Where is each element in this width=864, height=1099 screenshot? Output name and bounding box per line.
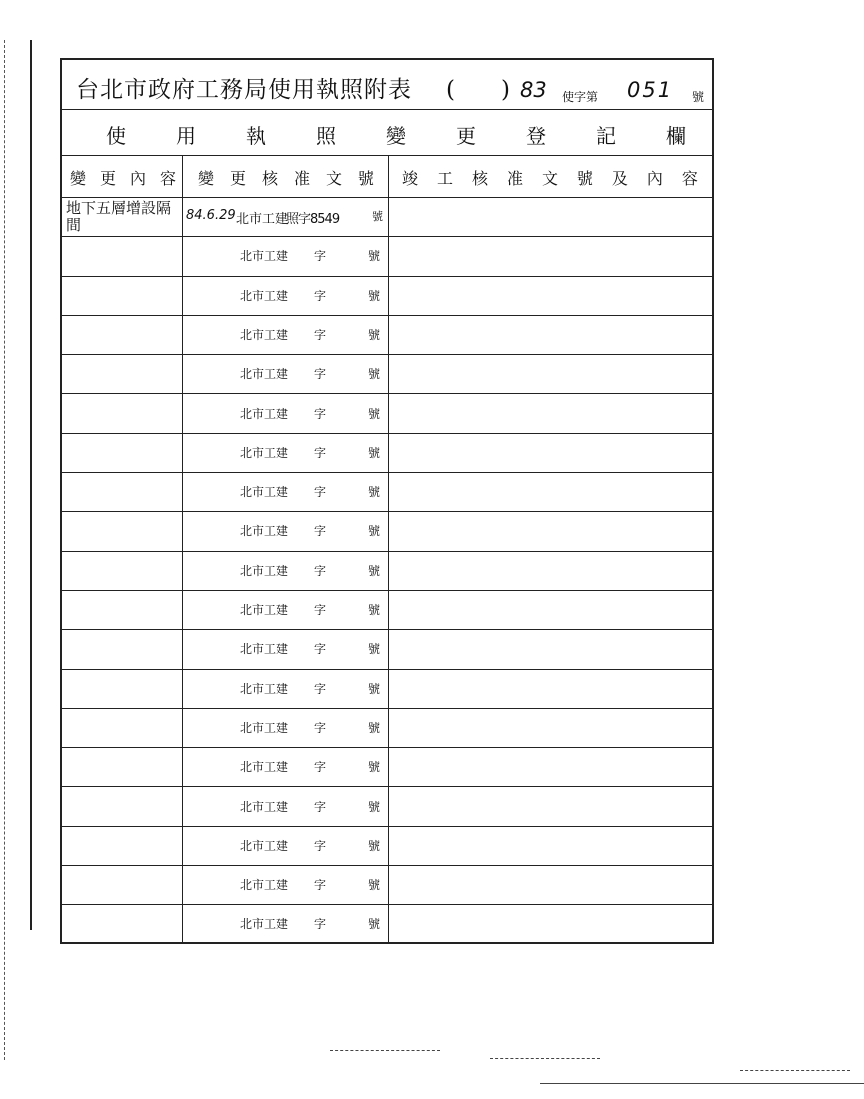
approval-zi: 字 [314, 838, 327, 853]
approval-prefix: 北市工建 [240, 445, 289, 460]
approval-prefix: 北市工建 [240, 288, 289, 303]
table-row [62, 630, 712, 669]
approval-zi: 字 [314, 406, 327, 421]
approval-hao: 號 [372, 210, 383, 223]
approval-prefix: 北市工建 [240, 485, 289, 500]
col-header-char: 內 [129, 169, 146, 188]
approval-prefix: 北市工建 [240, 367, 289, 382]
approval-zi: 字 [314, 249, 327, 264]
approval-prefix: 北市工建 [240, 799, 289, 814]
table-row [62, 827, 712, 866]
approval-zi: 字 [314, 760, 327, 775]
approval-hao: 號 [368, 603, 381, 617]
scan-artifact-dash [490, 1058, 600, 1059]
col-header-char: 變 [198, 169, 215, 188]
approval-hao: 號 [368, 838, 381, 853]
section-heading-char: 登 [526, 124, 546, 148]
table-row [62, 237, 712, 276]
approval-hao: 號 [368, 524, 381, 539]
col-header-char: 准 [293, 169, 310, 188]
col-header-char: 准 [506, 169, 523, 188]
section-heading-char: 照 [316, 124, 336, 148]
approval-prefix: 北市工建 [240, 603, 289, 617]
approval-hao: 號 [368, 445, 381, 460]
section-heading-char: 記 [596, 124, 616, 148]
approval-hao: 號 [368, 288, 381, 303]
table-row [62, 198, 712, 237]
col-header-approval-doc [198, 166, 374, 189]
approval-doc-cell [184, 483, 388, 503]
approval-zi: 字 [314, 445, 327, 460]
section-heading-char: 用 [176, 124, 196, 148]
table-row [62, 788, 712, 827]
col-header-change-content [70, 166, 176, 189]
approval-zi: 字 [314, 288, 327, 303]
table-row [62, 355, 712, 394]
approval-hao: 號 [368, 681, 381, 696]
license-hao-label: 號 [692, 90, 705, 104]
col-header-char: 號 [357, 169, 374, 188]
col-header-char: 工 [436, 169, 453, 188]
approval-doc-cell [184, 208, 388, 228]
approval-zi: 字 [314, 799, 327, 814]
col-header-completion [402, 166, 698, 189]
scan-artifact-dash [330, 1050, 440, 1051]
approval-doc-cell [184, 758, 388, 778]
approval-doc-cell [184, 522, 388, 542]
approval-doc-cell [184, 562, 388, 582]
approval-prefix: 北市工建 [240, 327, 289, 342]
approval-prefix: 北市工建 [240, 681, 289, 696]
table-row [62, 473, 712, 512]
form-title-row [62, 60, 712, 110]
approval-doc-cell [184, 680, 388, 700]
approval-prefix: 北市工建 [240, 838, 289, 853]
col-header-char: 更 [229, 169, 246, 188]
col-header-char: 核 [261, 169, 278, 188]
table-row [62, 434, 712, 473]
table-row [62, 905, 712, 944]
form-title: 台北市政府工務局使用執照附表 [76, 77, 412, 103]
col-header-char: 竣 [402, 169, 419, 188]
license-year: 83 [520, 78, 547, 102]
approval-zi: 字 [314, 327, 327, 342]
scan-edge-line [540, 1083, 864, 1084]
scan-edge-line [4, 40, 5, 1060]
approval-zi: 照字8549 [286, 212, 340, 227]
col-header-char: 容 [681, 169, 698, 188]
table-row [62, 277, 712, 316]
approval-doc-cell [184, 326, 388, 346]
approval-zi: 字 [314, 603, 327, 617]
col-header-char: 變 [70, 169, 87, 188]
approval-zi: 字 [314, 917, 327, 932]
approval-zi: 字 [314, 720, 327, 735]
section-heading-char: 變 [386, 124, 406, 148]
table-row [62, 512, 712, 551]
approval-hao: 號 [368, 799, 381, 814]
approval-prefix: 北市工建 [240, 878, 289, 893]
approval-zi: 字 [314, 642, 327, 657]
section-header-row [62, 110, 712, 156]
table-row [62, 316, 712, 355]
approval-zi: 字 [314, 524, 327, 539]
license-appendix-form [60, 58, 714, 944]
scan-artifact-dash [740, 1070, 850, 1071]
approval-hao: 號 [368, 249, 381, 264]
section-heading-char: 更 [456, 124, 476, 148]
approval-hao: 號 [368, 485, 381, 500]
approval-zi: 字 [314, 367, 327, 382]
approval-prefix: 北市工建 [240, 642, 289, 657]
approval-doc-cell [184, 444, 388, 464]
approval-zi: 字 [314, 485, 327, 500]
section-heading-char: 執 [246, 124, 266, 148]
col-header-char: 內 [646, 169, 663, 188]
col-header-char: 文 [541, 169, 558, 188]
approval-hao: 號 [368, 760, 381, 775]
approval-hao: 號 [368, 917, 381, 932]
approval-hao: 號 [368, 327, 381, 342]
approval-hao: 號 [368, 367, 381, 382]
section-heading-char: 使 [106, 124, 126, 148]
approval-doc-cell [184, 601, 388, 621]
table-row [62, 395, 712, 434]
approval-prefix: 北市工建 [240, 563, 289, 578]
col-header-char: 文 [325, 169, 342, 188]
approval-prefix: 北市工建 [240, 249, 289, 264]
col-header-char: 容 [159, 169, 176, 188]
col-header-char: 更 [99, 169, 116, 188]
approval-doc-cell [184, 876, 388, 896]
approval-doc-cell [184, 365, 388, 385]
approval-doc-cell [184, 719, 388, 739]
approval-doc-cell [184, 837, 388, 857]
section-heading-char: 欄 [666, 124, 686, 148]
license-number: 051 [627, 78, 674, 102]
approval-doc-cell [184, 640, 388, 660]
scan-edge-line [30, 40, 32, 930]
approval-hao: 號 [368, 563, 381, 578]
license-zi-label: 使字第 [562, 90, 599, 104]
table-row [62, 866, 712, 905]
change-content-cell: 地下五層增設隔間 [66, 199, 172, 234]
title-parenthesis: ( ) [446, 77, 510, 103]
approval-prefix: 北市工建 [240, 720, 289, 735]
table-row [62, 670, 712, 709]
approval-zi: 字 [314, 878, 327, 893]
col-header-char: 號 [576, 169, 593, 188]
approval-zi: 字 [314, 681, 327, 696]
approval-date: 84.6.29 [186, 208, 236, 223]
column-header-row [62, 156, 712, 198]
table-row [62, 748, 712, 787]
col-header-char: 核 [471, 169, 488, 188]
approval-doc-cell [184, 247, 388, 267]
table-row [62, 709, 712, 748]
approval-hao: 號 [368, 878, 381, 893]
approval-prefix: 北市工建 [236, 212, 289, 227]
table-row [62, 552, 712, 591]
approval-hao: 號 [368, 406, 381, 421]
approval-prefix: 北市工建 [240, 917, 289, 932]
approval-hao: 號 [368, 720, 381, 735]
approval-prefix: 北市工建 [240, 524, 289, 539]
approval-prefix: 北市工建 [240, 760, 289, 775]
approval-hao: 號 [368, 642, 381, 657]
approval-doc-cell [184, 287, 388, 307]
table-row [62, 591, 712, 630]
approval-doc-cell [184, 798, 388, 818]
approval-doc-cell [184, 915, 388, 935]
section-heading [106, 120, 686, 149]
approval-zi: 字 [314, 563, 327, 578]
approval-doc-cell [184, 405, 388, 425]
col-header-char: 及 [611, 169, 628, 188]
approval-prefix: 北市工建 [240, 406, 289, 421]
